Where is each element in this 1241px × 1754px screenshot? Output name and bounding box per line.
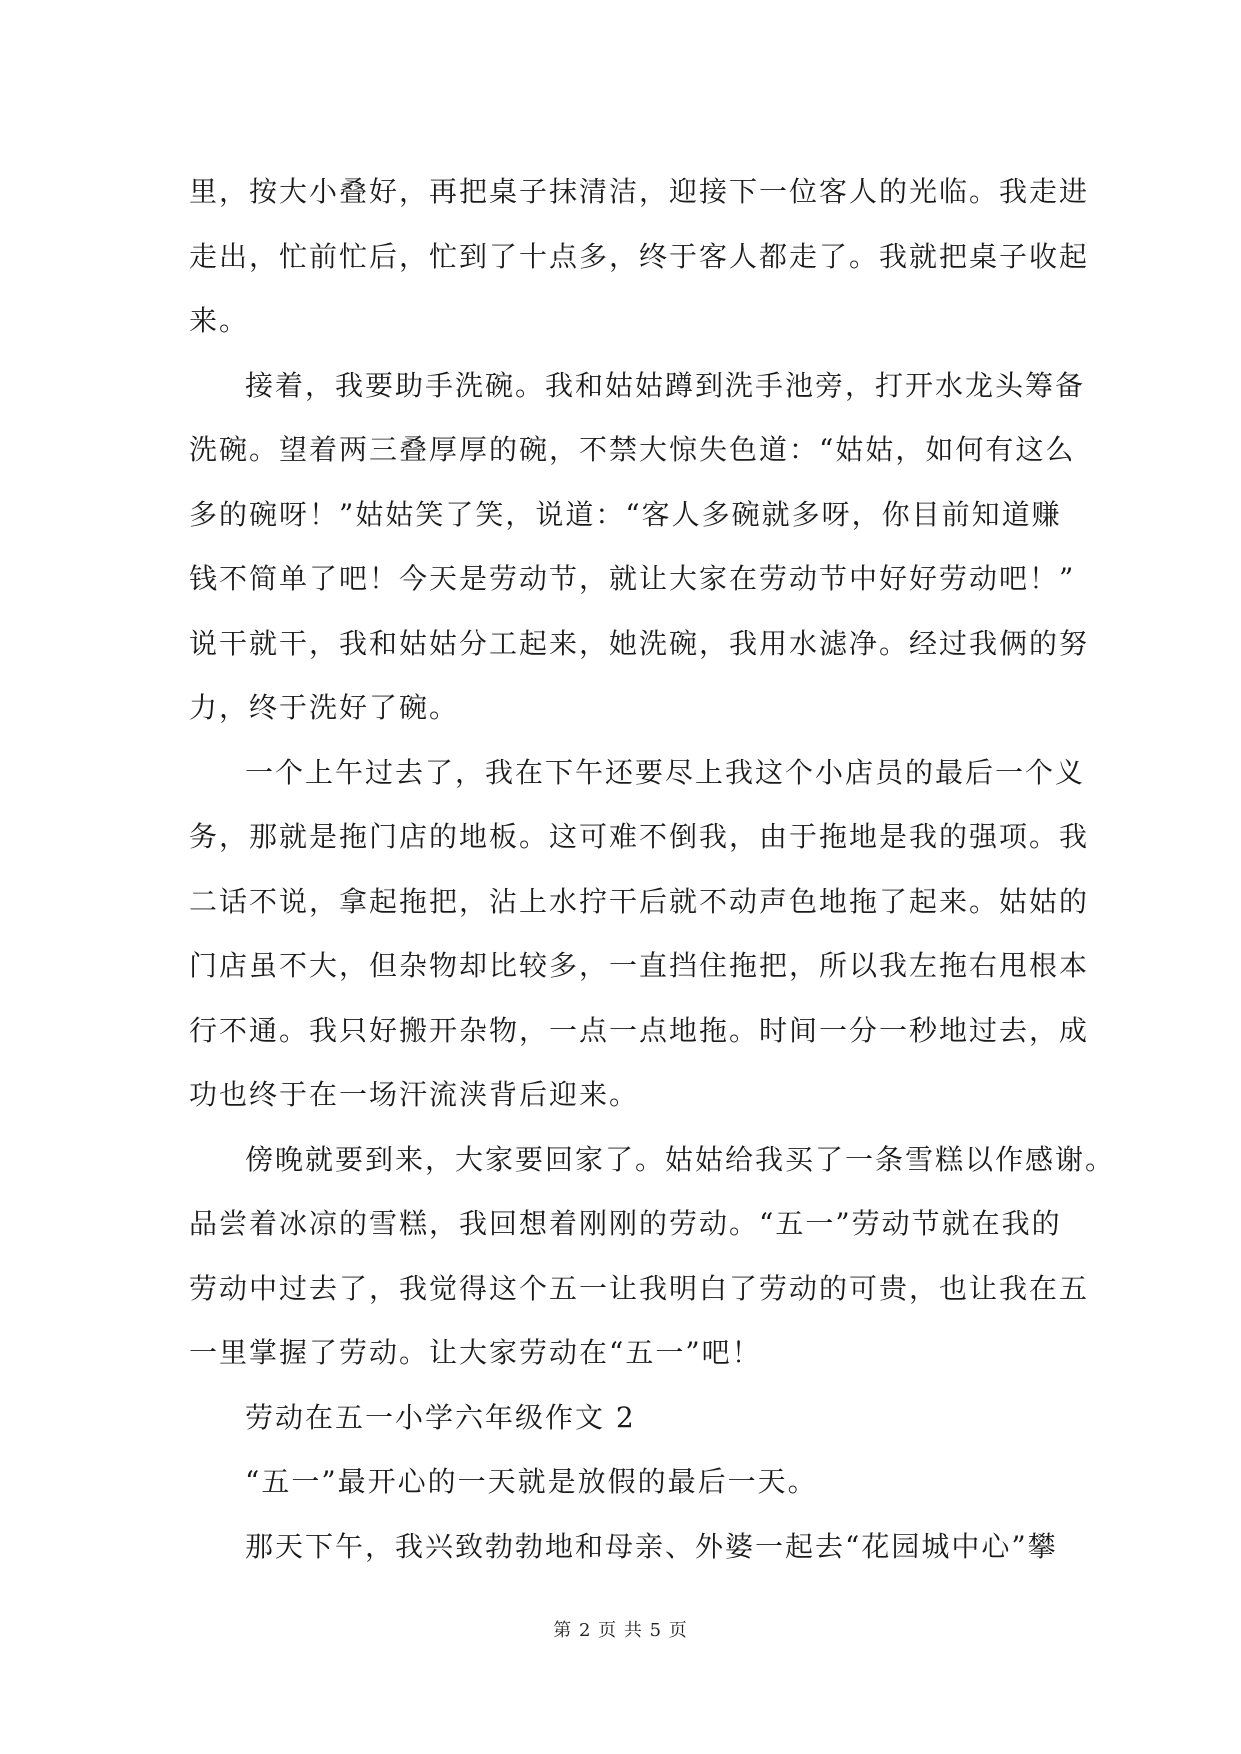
text-line: 行不通。我只好搬开杂物，一点一点地拖。时间一分一秒地过去，成 xyxy=(189,1013,1090,1047)
text-line: 门店虽不大，但杂物却比较多，一直挡住拖把，所以我左拖右甩根本 xyxy=(189,949,1090,982)
page-footer: 第 2 页 共 5 页 xyxy=(553,1620,688,1641)
text-line: 里，按大小叠好，再把桌子抹清洁，迎接下一位客人的光临。我走进 xyxy=(189,175,1090,208)
text-line: 力，终于洗好了碗。 xyxy=(189,691,460,724)
text-line: 一里掌握了劳动。让大家劳动在“五一”吧！ xyxy=(189,1336,762,1369)
text-line: 接着，我要助手洗碗。我和姑姑蹲到洗手池旁，打开水龙头筹备 xyxy=(245,368,1086,402)
text-line: 那天下午，我兴致勃勃地和母亲、外婆一起去“花园城中心”攀 xyxy=(245,1529,1058,1563)
text-line: 功也终于在一场汗流浃背后迎来。 xyxy=(189,1078,640,1111)
text-line: 品尝着冰凉的雪糕，我回想着刚刚的劳动。“五一”劳动节就在我的 xyxy=(189,1207,1062,1240)
text-line: 来。 xyxy=(189,304,250,337)
text-line: 说干就干，我和姑姑分工起来，她洗碗，我用水滤净。经过我俩的努 xyxy=(189,626,1090,660)
text-line: “五一”最开心的一天就是放假的最后一天。 xyxy=(245,1465,818,1498)
text-line: 二话不说，拿起拖把，沾上水拧干后就不动声色地拖了起来。姑姑的 xyxy=(189,884,1090,918)
document-body xyxy=(189,160,1116,1579)
text-line: 傍晚就要到来，大家要回家了。姑姑给我买了一条雪糕以作感谢。 xyxy=(245,1142,1116,1176)
text-line: 洗碗。望着两三叠厚厚的碗，不禁大惊失色道：“姑姑，如何有这么 xyxy=(189,433,1076,466)
text-line: 劳动在五一小学六年级作文 2 xyxy=(245,1400,636,1434)
text-line: 务，那就是拖门店的地板。这可难不倒我，由于拖地是我的强项。我 xyxy=(189,820,1090,853)
text-line: 钱不简单了吧！今天是劳动节，就让大家在劳动节中好好劳动吧！” xyxy=(189,562,1076,595)
text-line: 多的碗呀！”姑姑笑了笑，说道：“客人多碗就多呀，你目前知道赚 xyxy=(189,497,1062,531)
text-line: 劳动中过去了，我觉得这个五一让我明白了劳动的可贵，也让我在五 xyxy=(189,1271,1090,1305)
text-line: 一个上午过去了，我在下午还要尽上我这个小店员的最后一个义 xyxy=(245,755,1086,789)
text-line: 走出，忙前忙后，忙到了十点多，终于客人都走了。我就把桌子收起 xyxy=(189,239,1090,273)
